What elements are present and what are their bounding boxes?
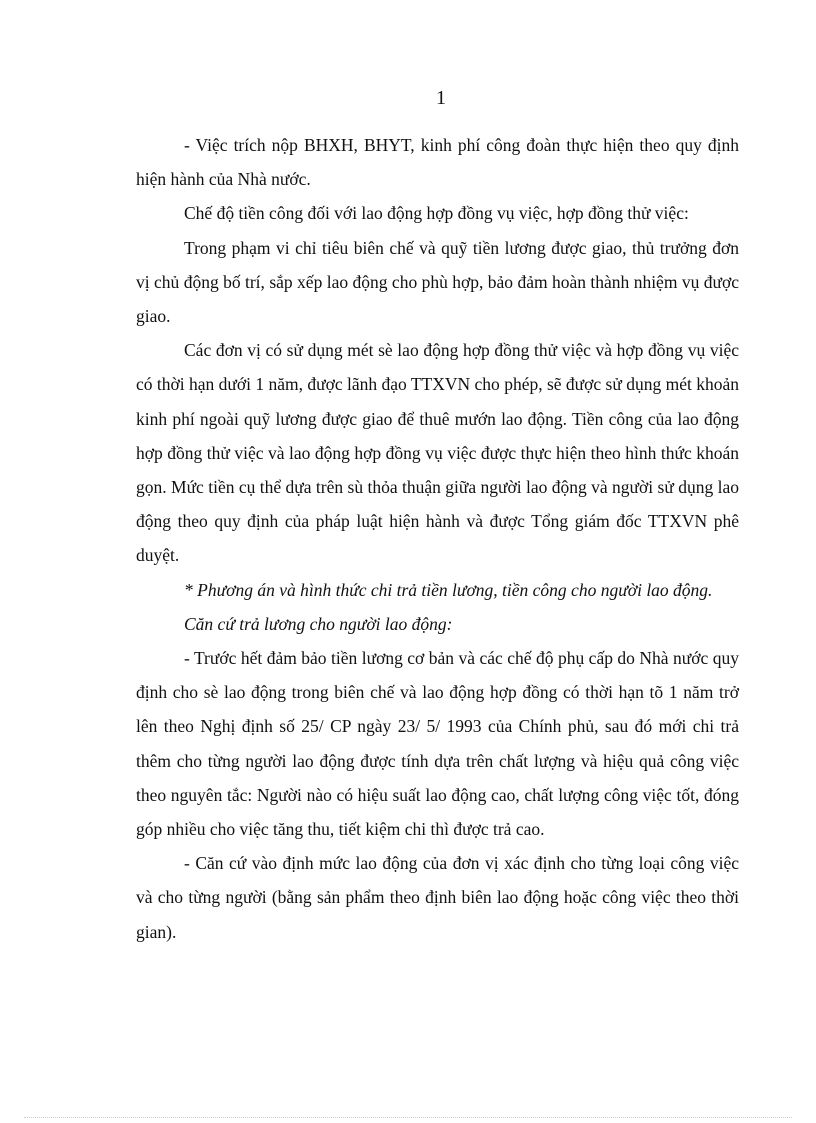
paragraph: Trong phạm vi chỉ tiêu biên chế và quỹ tiền lương được giao, thủ trưởng đơn vị chủ động bố trí, sắp xếp lao động cho phù hợp, bảo đảm hoàn thành nhiệm vụ được giao. bbox=[136, 237, 739, 327]
page-number: 1 bbox=[436, 87, 446, 109]
subsection-heading: Căn cứ trả lương cho người lao động: bbox=[184, 613, 453, 634]
section-heading: * Phương án và hình thức chi trả tiền lương, tiền công cho người lao động. bbox=[184, 579, 713, 600]
paragraph: Chế độ tiền công đối với lao động hợp đồng vụ việc, hợp đồng thử việc: bbox=[184, 203, 689, 224]
paragraph: - Căn cứ vào định mức lao động của đơn vị xác định cho từng loại công việc và cho từng người (bằng sản phẩm theo định biên lao động hoặc công việc theo thời gian). bbox=[136, 853, 739, 942]
paragraph: Các đơn vị có sử dụng mét sè lao động hợp đồng thử việc và hợp đồng vụ việc có thời hạn dưới 1 năm, được lãnh đạo TTXVN cho phép, sẽ được sử dụng mét khoản kinh phí ngoài quỹ lương được giao để thuê mướn lao động. Tiền công của lao động hợp đồng thử việc và lao động hợp đồng vụ việc được thực hiện theo hình thức khoán gọn. Mức tiền cụ thể dựa trên sù thỏa thuận giữa người lao động và người sử dụng lao động theo quy định của pháp luật hiện hành và được Tổng giám đốc TTXVN phê duyệt. bbox=[136, 340, 739, 566]
document-body bbox=[136, 128, 739, 949]
page-bottom-divider bbox=[24, 1117, 792, 1118]
paragraph: - Trước hết đảm bảo tiền lương cơ bản và các chế độ phụ cấp do Nhà nước quy định cho sè lao động trong biên chế và lao động hợp đồng có thời hạn tõ 1 năm trở lên theo Nghị định số 25/ CP ngày 23/ 5/ 1993 của Chính phủ, sau đó mới chi trả thêm cho từng người lao động được tính dựa trên chất lượng và hiệu quả công việc theo nguyên tắc: Người nào có hiệu suất lao động cao, chất lượng công việc tốt, đóng góp nhiều cho việc tăng thu, tiết kiệm chi thì được trả cao. bbox=[136, 648, 739, 840]
paragraph: - Việc trích nộp BHXH, BHYT, kinh phí công đoàn thực hiện theo quy định hiện hành của Nhà nước. bbox=[136, 135, 739, 190]
